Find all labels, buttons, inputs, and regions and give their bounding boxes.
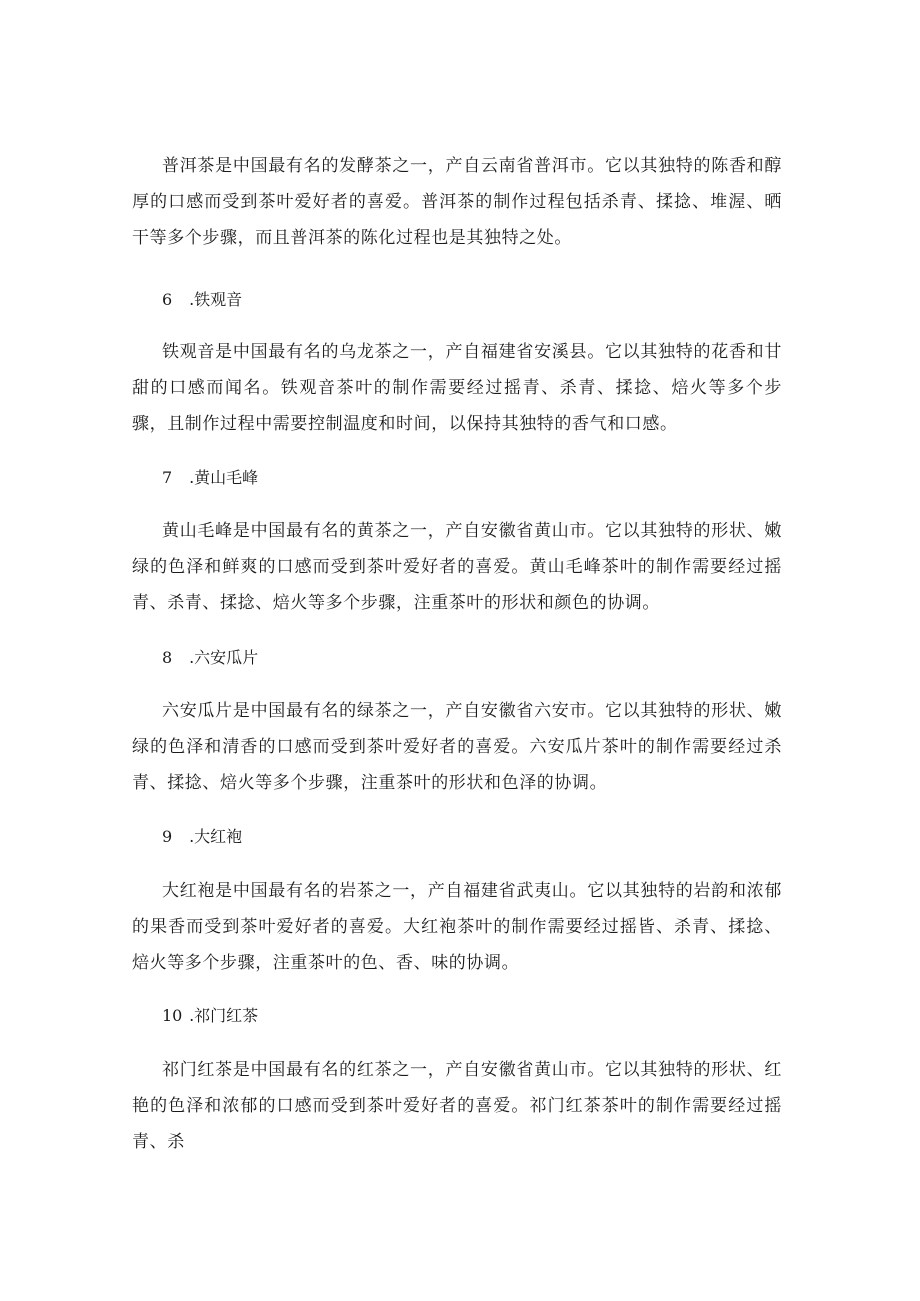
heading-huangshan-maofeng [162,466,258,490]
heading-title: .大红袍 [189,827,243,846]
heading-number: 9 [162,827,173,846]
paragraph-puer: 普洱茶是中国最有名的发酵茶之一，产自云南省普洱市。它以其独特的陈香和醇厚的口感而受到茶叶爱好者的喜爱。普洱茶的制作过程包括杀青、揉捻、堆渥、晒干等多个步骤，而且普洱茶的陈化过程也是其独特之处。 [132,156,782,248]
paragraph-huangshan-maofeng: 黄山毛峰是中国最有名的黄茶之一，产自安徽省黄山市。它以其独特的形状、嫩绿的色泽和鲜爽的口感而受到茶叶爱好者的喜爱。黄山毛峰茶叶的制作需要经过摇青、杀青、揉捻、焙火等多个步骤，注重茶叶的形状和颜色的协调。 [132,521,782,613]
heading-title: .祁门红茶 [189,1006,259,1025]
heading-title: .黄山毛峰 [189,468,259,487]
paragraph-liuan-guapian: 六安瓜片是中国最有名的绿茶之一，产自安徽省六安市。它以其独特的形状、嫩绿的色泽和清香的口感而受到茶叶爱好者的喜爱。六安瓜片茶叶的制作需要经过杀青、揉捻、焙火等多个步骤，注重茶叶的形状和色泽的协调。 [132,701,782,793]
heading-tieguanyin [162,288,242,312]
heading-dahongpao [162,825,242,849]
heading-qimen-hongcha [162,1004,258,1028]
heading-number: 10 [162,1006,183,1025]
heading-title: .六安瓜片 [189,648,259,667]
paragraph-qimen-hongcha: 祁门红茶是中国最有名的红茶之一，产自安徽省黄山市。它以其独特的形状、红艳的色泽和浓郁的口感而受到茶叶爱好者的喜爱。祁门红茶茶叶的制作需要经过摇青、杀 [132,1060,782,1152]
heading-number: 6 [162,290,173,309]
paragraph-dahongpao: 大红袍是中国最有名的岩茶之一，产自福建省武夷山。它以其独特的岩韵和浓郁的果香而受到茶叶爱好者的喜爱。大红袍茶叶的制作需要经过摇皆、杀青、揉捻、焙火等多个步骤，注重茶叶的色、香、味的协调。 [132,881,782,973]
heading-number: 8 [162,648,173,667]
heading-title: .铁观音 [189,290,243,309]
paragraph-tieguanyin: 铁观音是中国最有名的乌龙茶之一，产自福建省安溪县。它以其独特的花香和甘甜的口感而闻名。铁观音茶叶的制作需要经过摇青、杀青、揉捻、焙火等多个步骤，且制作过程中需要控制温度和时间，以保持其独特的香气和口感。 [132,342,782,434]
heading-number: 7 [162,468,173,487]
heading-liuan-guapian [162,646,258,670]
